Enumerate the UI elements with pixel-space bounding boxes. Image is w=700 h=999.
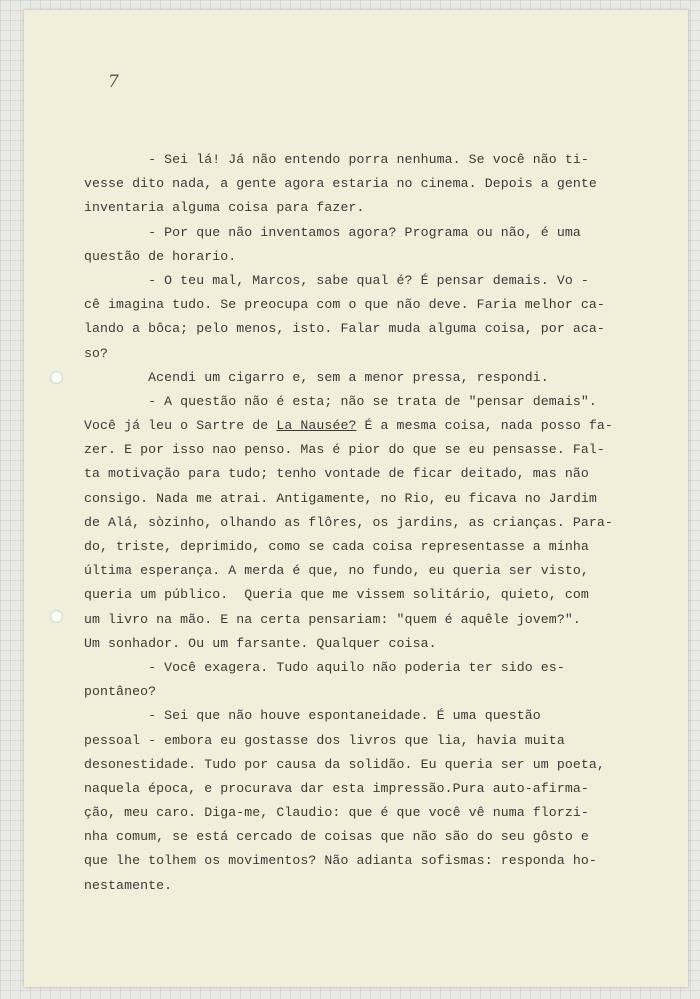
text-line: pessoal - embora eu gostasse dos livros que lia, havia muita [84,732,565,748]
text-line: - A questão não é esta; não se trata de "pensar demais". [84,393,597,409]
text-line: Um sonhador. Ou um farsante. Qualquer coisa. [84,635,437,651]
book-title-underlined: La Nausée? [276,418,357,434]
text-line: consigo. Nada me atrai. Antigamente, no Rio, eu ficava no Jardim [84,490,597,506]
text-line: do, triste, deprimido, como se cada coisa representasse a minha [84,539,589,554]
text-line: um livro na mão. E na certa pensariam: "quem é aquêle jovem?". [84,611,581,627]
text-segment: É a mesma coisa, nada posso fa- [356,418,613,434]
text-line: - Sei que não houve espontaneidade. É uma questão [84,708,541,724]
typed-text-body [84,148,664,898]
text-line: ção, meu caro. Diga-me, Claudio: que é que você vê numa florzi- [84,805,589,821]
text-line: cê imagina tudo. Se preocupa com o que não deve. Faria melhor ca- [84,297,605,313]
text-line: nestamente. [84,877,173,893]
punch-hole-top [50,371,63,384]
text-line: vesse dito nada, a gente agora estaria no cinema. Depois a gente [84,176,597,192]
text-line: questão de horario. [84,248,237,264]
text-line: última esperança. A merda é que, no fundo, eu queria ser visto, [84,563,589,579]
text-line: - Você exagera. Tudo aquilo não poderia ter sido es- [84,659,565,675]
text-line: Acendi um cigarro e, sem a menor pressa, respondi. [84,369,549,385]
text-line: - Sei lá! Já não entendo porra nenhuma. Se você não ti- [84,152,589,167]
text-line: de Alá, sòzinho, olhando as flôres, os jardins, as crianças. Para- [84,514,613,530]
text-line: naquela época, e procurava dar esta impressão.Pura auto-afirma- [84,780,589,796]
text-line: queria um público. Queria que me vissem solitário, quieto, com [84,587,589,603]
text-line: lando a bôca; pelo menos, isto. Falar muda alguma coisa, por aca- [84,321,605,337]
text-segment: Você já leu o Sartre de [84,418,277,434]
text-line: - Por que não inventamos agora? Programa ou não, é uma [84,224,581,240]
text-line [84,414,664,438]
text-line: inventaria alguma coisa para fazer. [84,200,365,216]
text-line: desonestidade. Tudo por causa da solidão. Eu queria ser um poeta, [84,756,605,772]
text-line: so? [84,345,109,361]
text-line: nha comum, se está cercado de coisas que não são do seu gôsto e [84,829,589,845]
page-number: 7 [108,72,119,92]
punch-hole-bottom [50,610,63,623]
text-line: ta motivação para tudo; tenho vontade de ficar deitado, mas não [84,466,589,482]
text-line: pontâneo? [84,684,157,700]
text-line: que lhe tolhem os movimentos? Não adianta sofismas: responda ho- [84,853,597,869]
text-line: zer. E por isso nao penso. Mas é pior do que se eu pensasse. Fal- [84,442,605,458]
text-line: - O teu mal, Marcos, sabe qual é? É pensar demais. Vo - [84,272,589,288]
